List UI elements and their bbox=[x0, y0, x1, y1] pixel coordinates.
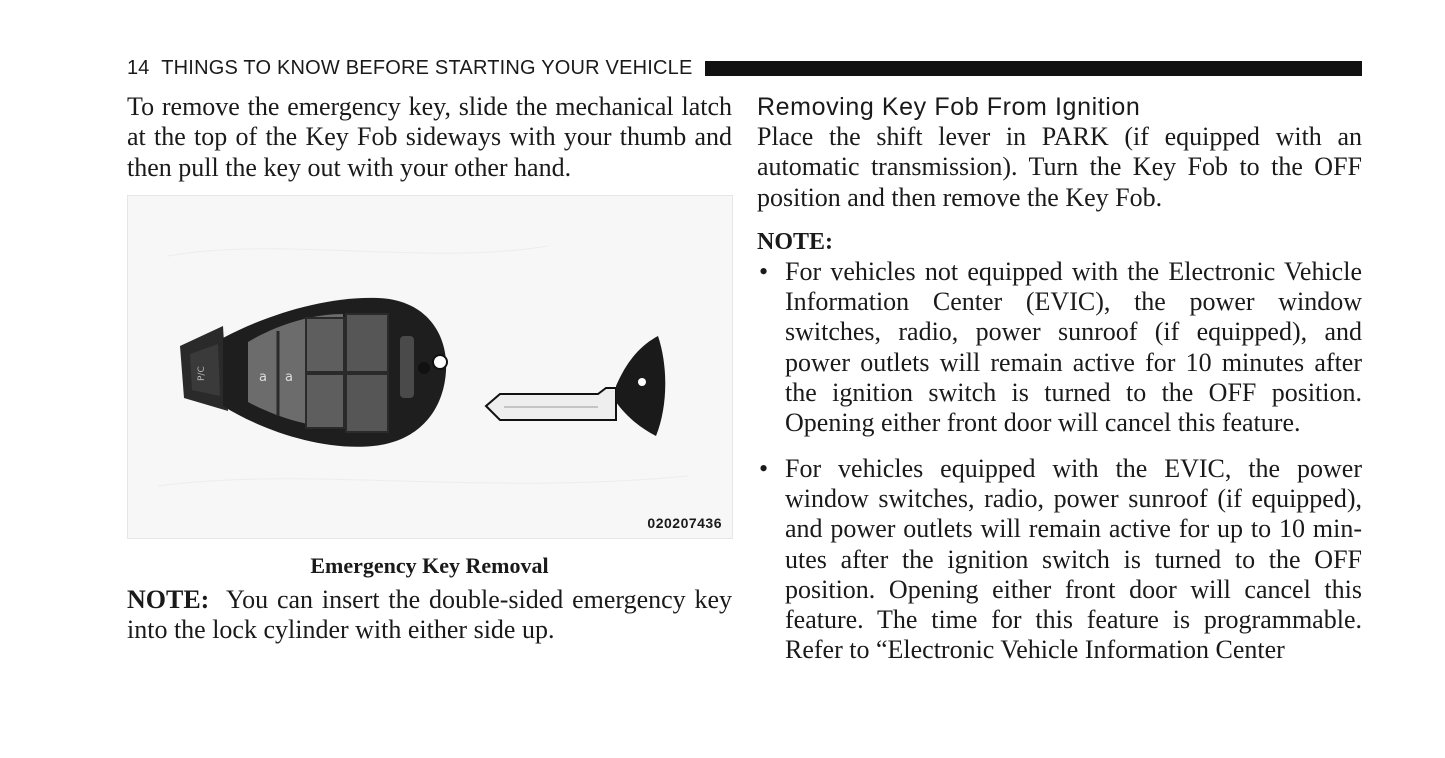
bullet-text: For vehicles equipped with the EVIC, the power window switches, radio, power sunroof (if equipped), and power outlets will remain active for up to 10 min-utes after the ignition switch is turned to the OFF position. Opening either front door will cancel this feature. The time for this feature is programmable. Refer to “Electronic Vehicle Information Center bbox=[785, 453, 1362, 665]
left-note bbox=[127, 585, 732, 646]
right-column bbox=[757, 92, 1362, 666]
key-fob-figure bbox=[127, 195, 733, 539]
figure-caption: Emergency Key Removal bbox=[310, 552, 549, 578]
section-heading: Removing Key Fob From Ignition bbox=[757, 93, 1141, 121]
intro-paragraph: To remove the emergency key, slide the mechanical latch at the top of the Key Fob sideways with your thumb and then pull the key out with your other hand. bbox=[127, 92, 732, 182]
svg-text:a: a bbox=[259, 369, 267, 385]
bullet-glyph: • bbox=[759, 256, 769, 286]
section-title: THINGS TO KNOW BEFORE STARTING YOUR VEHICLE bbox=[161, 56, 693, 79]
figure-id: 020207436 bbox=[647, 514, 722, 531]
svg-text:a: a bbox=[285, 369, 293, 385]
svg-text:P/C: P/C bbox=[197, 366, 207, 381]
key-fob-illustration bbox=[128, 196, 732, 538]
left-note-label: NOTE: bbox=[127, 584, 210, 614]
bullet-text: For vehicles not equipped with the Electronic Vehicle Information Center (EVIC), the power window switches, radio, power sunroof (if equipped), and power outlets will remain active for 10 minutes after the ignition switch is turned to the OFF position. Opening either front door will cancel this feature. bbox=[785, 256, 1362, 438]
left-column bbox=[127, 92, 732, 645]
page-number: 14 bbox=[127, 56, 150, 79]
header-rule bbox=[705, 61, 1362, 76]
bullet-glyph: • bbox=[759, 453, 769, 483]
left-note-text: You can insert the double-sided emergency key into the lock cylinder with either side up. bbox=[127, 584, 732, 645]
list-item bbox=[757, 257, 1362, 439]
page-header bbox=[127, 56, 1362, 80]
note-bullets bbox=[757, 257, 1362, 666]
note-label: NOTE: bbox=[757, 228, 834, 255]
ignition-paragraph: Place the shift lever in PARK (if equipped with an automatic transmission). Turn the Key Fob to the OFF position and then remove the Key Fob. bbox=[757, 122, 1362, 212]
list-item bbox=[757, 454, 1362, 666]
